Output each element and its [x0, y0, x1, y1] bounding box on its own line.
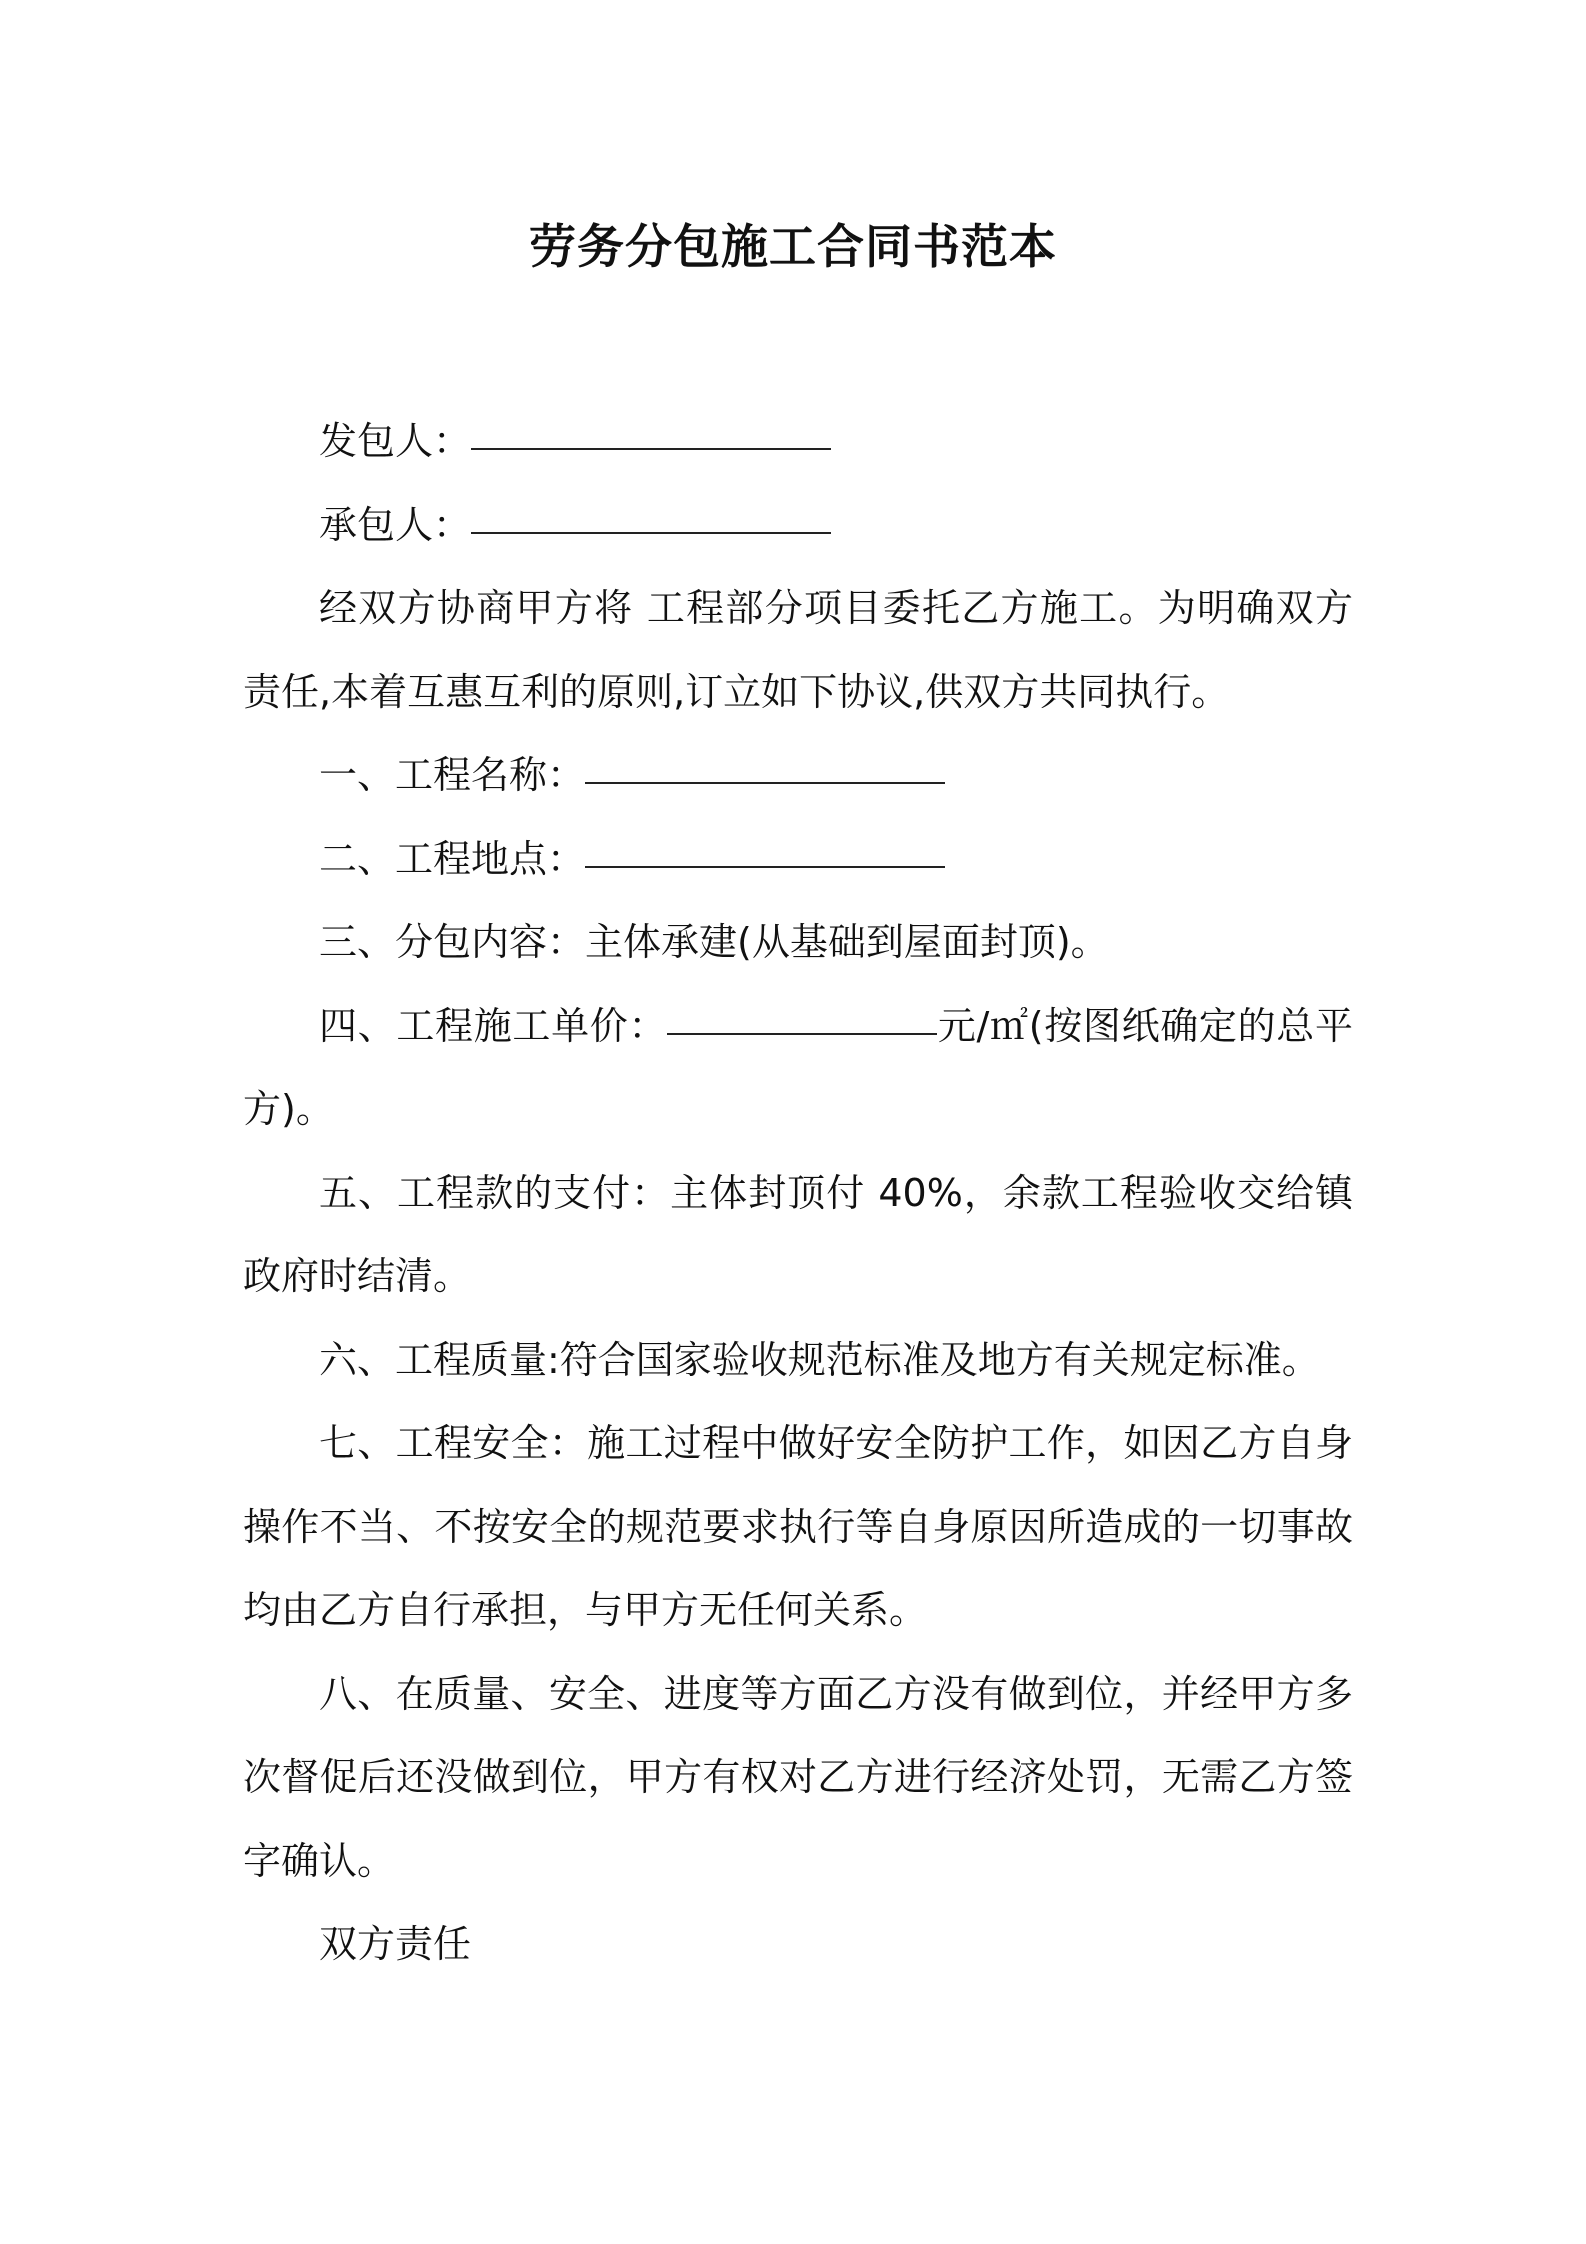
- party-a-blank: [471, 447, 831, 450]
- party-b-label: 承包人：: [319, 502, 472, 547]
- party-b-blank: [471, 531, 831, 534]
- project-location-blank: [585, 865, 945, 868]
- item-subcontract-content: 三、分包内容：主体承建(从基础到屋面封顶)。: [319, 920, 1109, 964]
- item-project-name: [243, 734, 1353, 818]
- item-quality: 六、工程质量:符合国家验收规范标准及地方有关规定标准。: [319, 1337, 1320, 1382]
- unit-price-blank: [667, 1032, 937, 1035]
- party-a-line: [243, 400, 1353, 484]
- item-unit-price: [243, 985, 1353, 1152]
- project-name-blank: [585, 781, 945, 784]
- item-penalty: 八、在质量、安全、进度等方面乙方没有做到位，并经甲方多次督促后还没做到位，甲方有权对乙方进行经济处罚，无需乙方签字确认。: [243, 1671, 1353, 1883]
- project-location-label: 二、工程地点：: [319, 836, 586, 881]
- item-safety: 七、工程安全：施工过程中做好安全防护工作，如因乙方自身操作不当、不按安全的规范要求执行等自身原因所造成的一切事故均由乙方自行承担，与甲方无任何关系。: [243, 1421, 1353, 1632]
- unit-price-label: 四、工程施工单价：: [319, 1003, 668, 1048]
- unit-price-suffix: 元/㎡(按图纸确定的总平方)。: [243, 1003, 1353, 1131]
- party-a-label: 发包人：: [319, 419, 472, 463]
- intro-paragraph: 经双方协商甲方将 工程部分项目委托乙方施工。为明确双方责任,本着互惠互利的原则,订立如下协议,供双方共同执行。: [243, 586, 1353, 714]
- document-body: [243, 400, 1353, 1987]
- party-b-line: [243, 484, 1353, 568]
- document-title: 劳务分包施工合同书范本: [529, 220, 1057, 275]
- item-payment: 五、工程款的支付：主体封顶付 40%，余款工程验收交给镇政府时结清。: [243, 1170, 1353, 1298]
- item-project-location: [243, 818, 1353, 902]
- section-heading: 双方责任: [319, 1922, 472, 1966]
- project-name-label: 一、工程名称：: [319, 753, 586, 797]
